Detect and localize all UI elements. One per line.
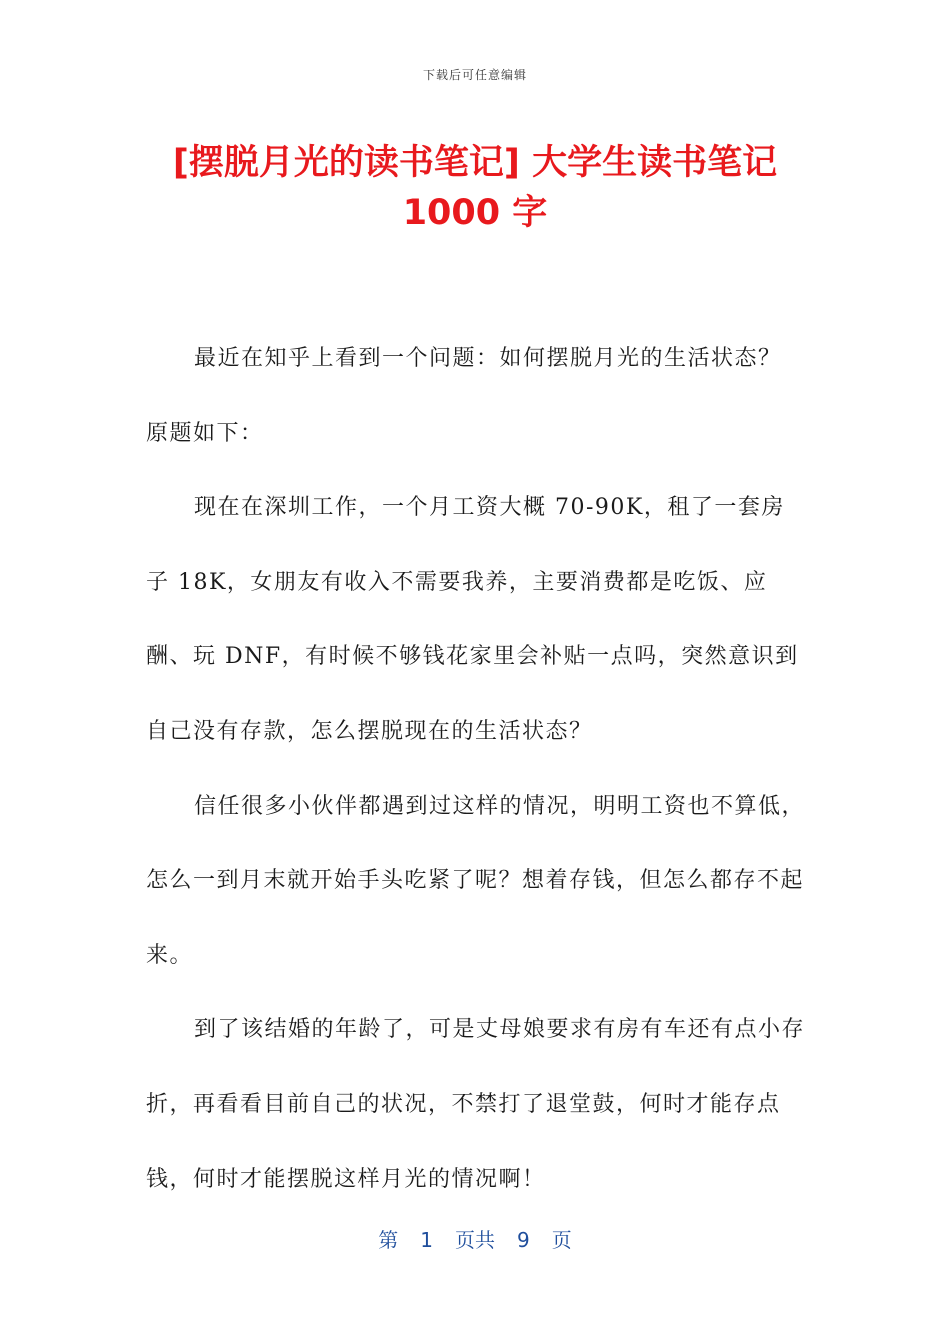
current-page-number: 1 [420, 1228, 433, 1252]
paragraph: 现在在深圳工作，一个月工资大概 70-90K，租了一套房子 18K，女朋友有收入不需要我养，主要消费都是吃饭、应酬、玩 DNF，有时候不够钱花家里会补贴一点吗，突然意识到自己没有存款，怎么摆脱现在的生活状态？ [146, 495, 799, 744]
page-label-prefix: 第 [378, 1228, 399, 1252]
header-note: 下载后可任意编辑 [422, 68, 527, 82]
page-label-mid: 页共 [455, 1228, 495, 1252]
paragraph: 信任很多小伙伴都遇到过这样的情况，明明工资也不算低，怎么一到月末就开始手头吃紧了呢？想着存钱，但怎么都存不起来。 [146, 793, 806, 968]
document-title: [摆脱月光的读书笔记] 大学生读书笔记 1000 字 [172, 143, 778, 233]
document-body [146, 322, 806, 1217]
page-footer [0, 1224, 950, 1253]
paragraph: 原题如下： [146, 420, 264, 446]
paragraph: 到了该结婚的年龄了，可是丈母娘要求有房有车还有点小存折，再看看目前自己的状况，不禁打了退堂鼓，何时才能存点钱，何时才能摆脱这样月光的情况啊！ [146, 1017, 806, 1192]
paragraph: 最近在知乎上看到一个问题：如何摆脱月光的生活状态？ [194, 346, 782, 371]
page-label-suffix: 页 [551, 1228, 572, 1252]
total-pages-number: 9 [517, 1228, 530, 1252]
